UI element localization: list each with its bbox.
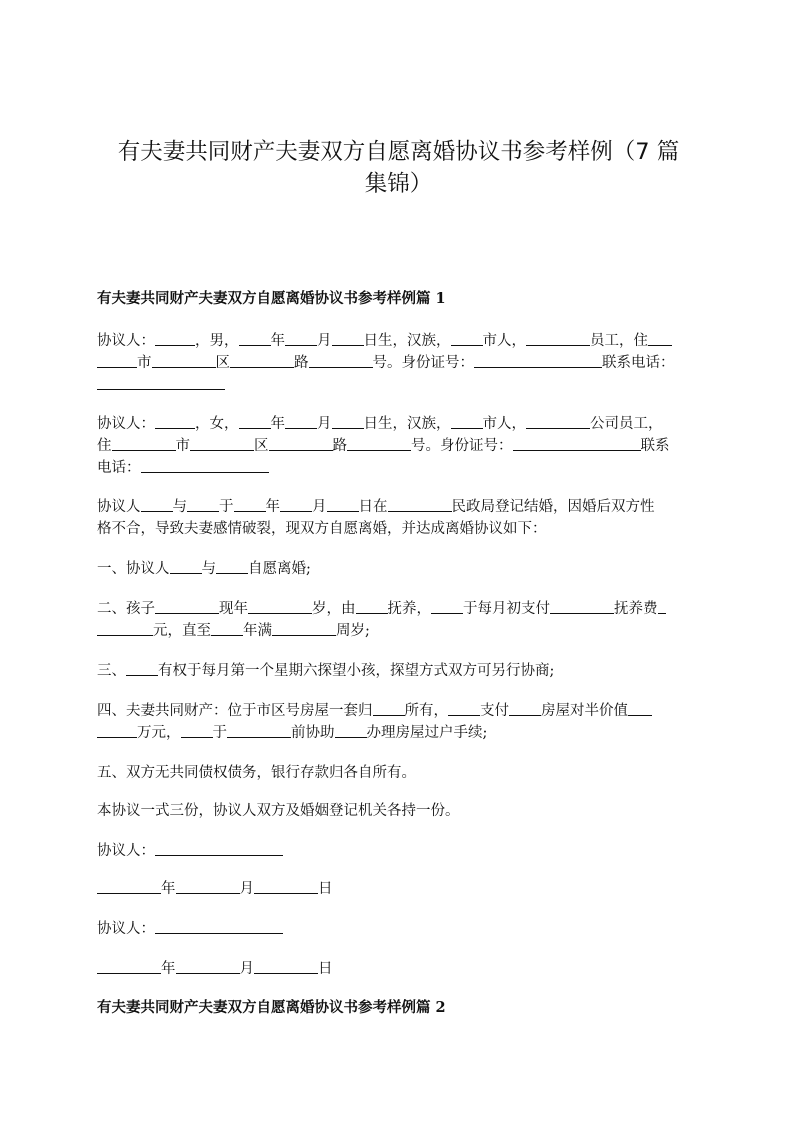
marriage-line-1: [97, 496, 701, 518]
text: 于: [219, 499, 234, 515]
clause-2-line-2: [97, 620, 701, 642]
text: 民政局登记结婚，因婚后双方性: [451, 499, 655, 515]
text: 房屋对半价值: [541, 703, 628, 719]
text: 抚养，: [387, 601, 431, 617]
text: 二、孩子: [97, 601, 155, 617]
birth-day-blank[interactable]: [332, 414, 364, 429]
document-title-line-2: 集锦）: [364, 171, 433, 197]
age-limit-blank[interactable]: [272, 621, 336, 636]
birth-year-blank[interactable]: [239, 331, 271, 346]
payee-blank[interactable]: [509, 701, 541, 716]
year-blank[interactable]: [234, 497, 266, 512]
phone-blank[interactable]: [141, 458, 269, 473]
clause-4-line-2: [97, 722, 701, 744]
text: 与: [172, 499, 187, 515]
text: 办理房屋过户手续;: [366, 725, 488, 741]
child-age-blank[interactable]: [248, 599, 312, 614]
signature-blank[interactable]: [155, 841, 283, 856]
text: 前协助: [291, 725, 335, 741]
hometown-blank[interactable]: [451, 331, 483, 346]
address-blank[interactable]: [112, 436, 176, 451]
address-cont-blank[interactable]: [97, 353, 137, 368]
date-2: [97, 958, 701, 980]
clause-1: [97, 558, 701, 580]
gender-text: ，男，: [195, 333, 239, 349]
clause-4: [97, 700, 701, 744]
number-blank[interactable]: [309, 353, 373, 368]
party-male-line-2: [97, 352, 701, 374]
phone-blank[interactable]: [97, 375, 225, 390]
party-a-blank[interactable]: [141, 497, 173, 512]
text: 年: [161, 881, 176, 897]
text: 现年: [219, 601, 248, 617]
clause-3: [97, 660, 701, 682]
id-number-blank[interactable]: [474, 353, 602, 368]
road-blank[interactable]: [230, 353, 294, 368]
text: 于: [212, 725, 227, 741]
district-label: 区: [215, 355, 230, 371]
city-text: 市人，: [482, 333, 526, 349]
party-label: 协议人：: [97, 416, 155, 432]
clause-4-line-1: [97, 700, 701, 722]
party-female-line-3: [97, 457, 701, 479]
text: 日: [318, 881, 333, 897]
month-text: 月: [317, 416, 332, 432]
party-b-blank[interactable]: [216, 559, 248, 574]
signature-label: 协议人：: [97, 843, 155, 859]
text: 与: [201, 561, 216, 577]
hometown-blank[interactable]: [451, 414, 483, 429]
section-heading-1: 有夫妻共同财产夫妻双方自愿离婚协议书参考样例篇 1: [97, 290, 446, 307]
text: 三、: [97, 663, 126, 679]
section-heading-2: 有夫妻共同财产夫妻双方自愿离婚协议书参考样例篇 2: [97, 999, 446, 1016]
party-male-line-3: [97, 374, 701, 396]
text: 周岁;: [336, 623, 370, 639]
text: 抚养费: [614, 601, 658, 617]
visitor-blank[interactable]: [126, 661, 158, 676]
day-blank[interactable]: [327, 497, 359, 512]
district-blank[interactable]: [152, 353, 216, 368]
road-label: 路: [294, 355, 309, 371]
month-text: 月: [317, 333, 332, 349]
district-label: 区: [254, 438, 269, 454]
amount-cont-blank-2[interactable]: [97, 621, 153, 636]
marriage-paragraph: [97, 496, 701, 540]
signature-1: [97, 840, 701, 862]
id-number-blank[interactable]: [513, 436, 641, 451]
amount-blank[interactable]: [550, 599, 614, 614]
text: 于每月初支付: [463, 601, 550, 617]
signature-1-line: [97, 840, 701, 862]
clause-3-line: [97, 660, 701, 682]
number-blank[interactable]: [347, 436, 411, 451]
text: 年: [161, 961, 176, 977]
child-blank[interactable]: [211, 621, 243, 636]
copies-note: 本协议一式三份，协议人双方及婚姻登记机关各持一份。: [97, 803, 460, 819]
text: 月: [239, 881, 254, 897]
city-label: 市: [137, 355, 152, 371]
address-label: 住: [97, 438, 112, 454]
marriage-line-2: 格不合，导致夫妻感情破裂，现双方自愿离婚，并达成离婚协议如下：: [97, 521, 547, 537]
month-blank[interactable]: [176, 959, 240, 974]
text: 月: [312, 499, 327, 515]
text: 日: [318, 961, 333, 977]
day-blank[interactable]: [254, 959, 318, 974]
job-text: 公司员工，: [590, 416, 663, 432]
assistant-blank[interactable]: [181, 723, 213, 738]
party-female-line-1: [97, 413, 701, 435]
name-blank[interactable]: [155, 414, 195, 429]
contact-label: 联系: [640, 438, 670, 454]
deadline-blank[interactable]: [227, 723, 291, 738]
party-b-blank[interactable]: [187, 497, 219, 512]
road-label: 路: [332, 438, 347, 454]
text: 年满: [243, 623, 272, 639]
birth-text: 日生，汉族，: [363, 333, 451, 349]
signature-2: [97, 918, 701, 940]
civil-affairs-blank[interactable]: [388, 497, 452, 512]
id-label: 号。身份证号：: [372, 355, 474, 371]
text: 岁，由: [312, 601, 356, 617]
text: 所有，: [404, 703, 448, 719]
party-female-line-2: [97, 435, 701, 457]
city-text: 市人，: [482, 416, 526, 432]
value-blank[interactable]: [628, 701, 652, 716]
text: 元，直至: [153, 623, 211, 639]
amount-cont-blank[interactable]: [658, 599, 666, 614]
document-title-line-1: 有夫妻共同财产夫妻双方自愿离婚协议书参考样例（7 篇: [117, 139, 680, 165]
birth-month-blank[interactable]: [285, 331, 317, 346]
value-cont-blank[interactable]: [97, 723, 137, 738]
text: 年: [265, 499, 280, 515]
text: 月: [239, 961, 254, 977]
text: 一、协议人: [97, 561, 170, 577]
text: 四、夫妻共同财产：位于市区号房屋一套归: [97, 703, 373, 719]
gender-text: ，女，: [195, 416, 239, 432]
document-title: [96, 136, 701, 200]
owner-blank[interactable]: [373, 701, 405, 716]
month-blank[interactable]: [176, 879, 240, 894]
transferee-blank[interactable]: [335, 723, 367, 738]
name-blank[interactable]: [155, 331, 195, 346]
signature-blank[interactable]: [155, 919, 283, 934]
phone-label: 联系电话：: [602, 355, 675, 371]
party-male-paragraph: [97, 330, 701, 396]
employer-blank[interactable]: [526, 414, 590, 429]
clause-1-line: [97, 558, 701, 580]
signature-label: 协议人：: [97, 921, 155, 937]
date-1: [97, 878, 701, 900]
address-blank[interactable]: [648, 331, 672, 346]
party-male-line-1: [97, 330, 701, 352]
clause-5: 五、双方无共同债权债务，银行存款归各自所有。: [97, 765, 416, 781]
month-blank[interactable]: [280, 497, 312, 512]
text: 支付: [480, 703, 509, 719]
date-2-line: [97, 958, 701, 980]
birth-text: 日生，汉族，: [363, 416, 451, 432]
child-name-blank[interactable]: [155, 599, 219, 614]
year-text: 年: [270, 416, 285, 432]
text: 协议人: [97, 499, 141, 515]
text: 日在: [358, 499, 388, 515]
clause-2-line-1: [97, 598, 701, 620]
party-a-blank[interactable]: [170, 559, 202, 574]
road-blank[interactable]: [269, 436, 333, 451]
text: 自愿离婚;: [248, 561, 311, 577]
year-blank[interactable]: [97, 959, 161, 974]
text: 有权于每月第一个星期六探望小孩，探望方式双方可另行协商;: [158, 663, 555, 679]
job-text: 员工，住: [590, 333, 648, 349]
year-text: 年: [270, 333, 285, 349]
birth-day-blank[interactable]: [332, 331, 364, 346]
date-1-line: [97, 878, 701, 900]
text: 万元，: [137, 725, 181, 741]
id-label: 号。身份证号：: [411, 438, 513, 454]
payer-blank[interactable]: [448, 701, 480, 716]
birth-month-blank[interactable]: [285, 414, 317, 429]
party-female-paragraph: [97, 413, 701, 479]
payer-blank[interactable]: [431, 599, 463, 614]
party-label: 协议人：: [97, 333, 155, 349]
clause-2: [97, 598, 701, 642]
employer-blank[interactable]: [526, 331, 590, 346]
birth-year-blank[interactable]: [239, 414, 271, 429]
custodian-blank[interactable]: [356, 599, 388, 614]
year-blank[interactable]: [97, 879, 161, 894]
day-blank[interactable]: [254, 879, 318, 894]
district-blank[interactable]: [190, 436, 254, 451]
city-label: 市: [175, 438, 190, 454]
signature-2-line: [97, 918, 701, 940]
phone-label: 电话：: [97, 460, 141, 476]
